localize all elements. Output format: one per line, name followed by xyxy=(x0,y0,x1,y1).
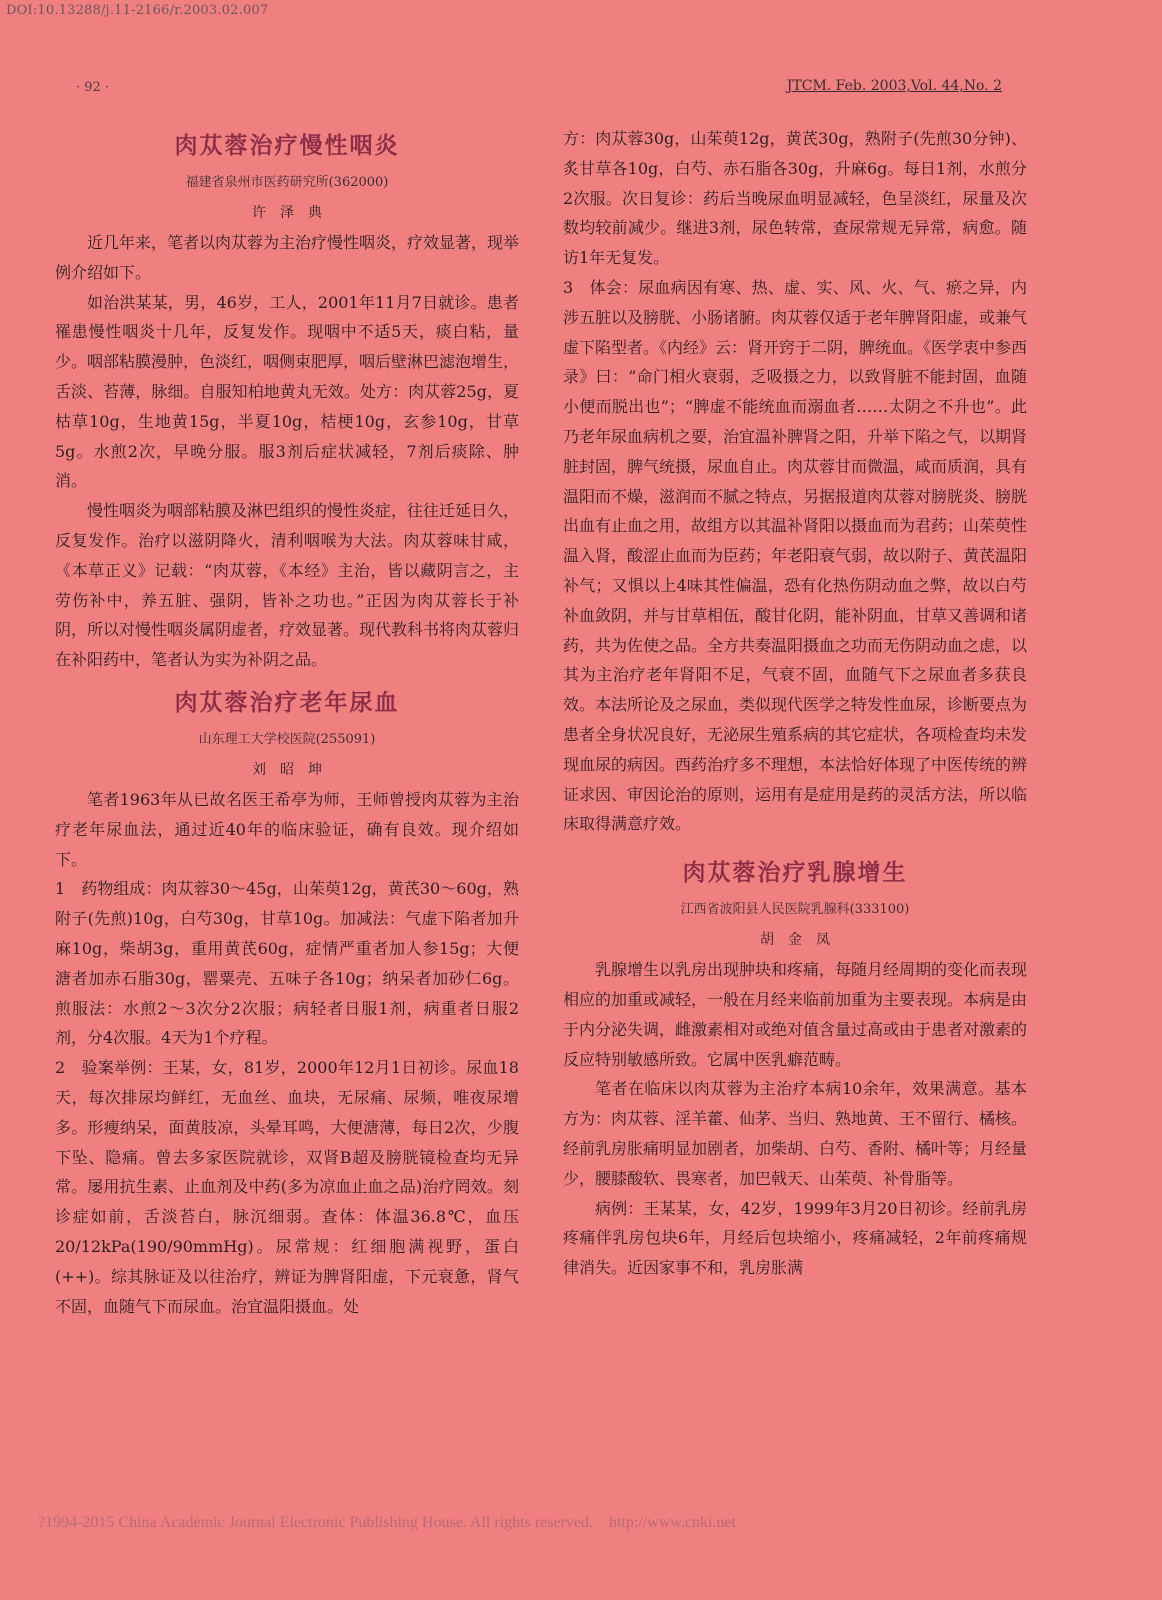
left-column xyxy=(55,124,519,1321)
article3-paragraph: 乳腺增生以乳房出现肿块和疼痛，每随月经周期的变化而表现相应的加重或减轻，一般在月经来临前加重为主要表现。本病是由于内分泌失调，雌激素相对或绝对值含量过高或由于患者对激素的反应特别敏感所致。它属中医乳癖范畴。 xyxy=(563,960,1028,1069)
doi-line: DOI:10.13288/j.11-2166/r.2003.02.007 xyxy=(6,3,269,18)
article2-section-discussion: 3 体会：尿血病因有寒、热、虚、实、风、火、气、瘀之异，内涉五脏以及膀胱、小肠诸腑。肉苁蓉仅适于老年脾肾阳虚，或兼气虚下陷型者。《内经》云：肾开窍于二阴，脾统血。《医学衷中参西录》曰：“命门相火衰弱，乏吸摄之力，以致肾脏不能封固，血随小便而脱出也”；“脾虚不能统血而溺血者……太阴之不升也”。此乃老年尿血病机之要，治宜温补脾肾之阳，升举下陷之气，以期肾脏封固，脾气统摄，尿血自止。肉苁蓉甘而微温，咸而质润，具有温阳而不燥，滋润而不腻之特点，另据报道肉苁蓉对膀胱炎、膀胱出血有止血之用，故组方以其温补肾阳以摄血而为君药；山茱萸性温入肾，酸涩止血而为臣药；年老阳衰气弱，故以附子、黄芪温阳补气；又惧以上4味其性偏温，恐有化热伤阴动血之弊，故以白芍补血敛阴，并与甘草相伍，酸甘化阴，能补阴血，甘草又善调和诸药，共为佐使之品。全方共奏温阳摄血之功而无伤阴动血之虑，以其为主治疗老年肾阳不足，气衰不固，血随气下之尿血者多获良效。本法所论及之尿血，类似现代医学之特发性血尿，诊断要点为患者全身状况良好，无泌尿生殖系病的其它症状，各项检查均未发现血尿的病因。西药治疗多不理想，本法恰好体现了中医传统的辨证求因、审因论治的原则，运用有是症用是药的灵活方法，所以临床取得满意疗效。 xyxy=(563,277,1028,834)
article1-affiliation: 福建省泉州市医药研究所(362000) xyxy=(185,175,389,190)
article3-author: 胡金凤 xyxy=(760,932,844,949)
article3-paragraph: 笔者在临床以肉苁蓉为主治疗本病10余年，效果满意。基本方为：肉苁蓉、淫羊藿、仙茅、当归、熟地黄、王不留行、橘核。经前乳房胀痛明显加剧者，加柴胡、白芍、香附、橘叶等；月经量少，腰膝酸软、畏寒者，加巴戟天、山茱萸、补骨脂等。 xyxy=(563,1079,1028,1188)
article3-affiliation: 江西省波阳县人民医院乳腺科(333100) xyxy=(680,902,910,918)
article2-author: 刘昭坤 xyxy=(252,761,336,778)
article2-title: 肉苁蓉治疗老年尿血 xyxy=(174,689,400,716)
article2-paragraph: 笔者1963年从已故名医王希亭为师，王师曾授肉苁蓉为主治疗老年尿血法，通过近40年的临床验证，确有良效。现介绍如下。 xyxy=(55,789,519,869)
article3-title: 肉苁蓉治疗乳腺增生 xyxy=(682,860,908,887)
article2-affiliation: 山东理工大学校医院(255091) xyxy=(198,731,376,747)
copyright-footer: ?1994-2015 China Academic Journal Electronic Publishing House. All rights reserved. http://www.cnki.net xyxy=(38,1514,736,1531)
page-number: · 92 · xyxy=(76,80,110,95)
article1-author: 许泽典 xyxy=(252,205,336,221)
article1-title: 肉苁蓉治疗慢性咽炎 xyxy=(174,133,400,159)
journal-citation: JTCM. Feb. 2003,Vol. 44,No. 2 xyxy=(786,78,1002,94)
article2-section-case: 2 验案举例：王某，女，81岁，2000年12月1日初诊。尿血18天，每次排尿均鲜红，无血丝、血块，无尿痛、尿频，唯夜尿增多。形瘦纳呆，面黄肢凉，头晕耳鸣，大便溏薄，每日2次，少腹下坠、隐痛。曾去多家医院就诊，双肾B超及膀胱镜检查均无异常。屡用抗生素、止血剂及中药(多为凉血止血之品)治疗罔效。刻诊症如前，舌淡苔白，脉沉细弱。查体：体温36.8℃，血压20/12kPa(190/90mmHg)。尿常规：红细胞满视野，蛋白(++)。综其脉证及以往治疗，辨证为脾肾阳虚，下元衰惫，肾气不固，血随气下而尿血。治宜温阳摄血。处 xyxy=(55,1058,519,1316)
article1-paragraph: 如治洪某某，男，46岁，工人，2001年11月7日就诊。患者罹患慢性咽炎十几年，反复发作。现咽中不适5天，痰白粘，量少。咽部粘膜漫肿，色淡红，咽侧束肥厚，咽后壁淋巴滤泡增生，舌淡、苔薄，脉细。自服知柏地黄丸无效。处方：肉苁蓉25g，夏枯草10g，生地黄15g，半夏10g，桔梗10g，玄参10g，甘草5g。水煎2次，早晚分服。服3剂后症状减轻，7剂后痰除、肿消。 xyxy=(55,292,520,491)
article1-paragraph: 近几年来，笔者以肉苁蓉为主治疗慢性咽炎，疗效显著，现举例介绍如下。 xyxy=(55,233,520,282)
article3-paragraph: 病例：王某某，女，42岁，1999年3月20日初诊。经前乳房疼痛伴乳房包块6年，月经后包块缩小，疼痛减轻，2年前疼痛规律消失。近因家事不和，乳房胀满 xyxy=(563,1198,1027,1278)
article2-section-composition: 1 药物组成：肉苁蓉30～45g，山茱萸12g，黄芪30～60g，熟附子(先煎)10g，白芍30g，甘草10g。加减法：气虚下陷者加升麻10g，柴胡3g，重用黄芪60g，症情严重者加人参15g；大便溏者加赤石脂30g，罂粟壳、五味子各10g；纳呆者加砂仁6g。煎服法：水煎2～3次分2次服；病轻者日服1剂，病重者日服2剂，分4次服。4天为1个疗程。 xyxy=(55,879,519,1048)
right-column xyxy=(563,124,1027,1283)
article1-paragraph: 慢性咽炎为咽部粘膜及淋巴组织的慢性炎症，往往迁延日久，反复发作。治疗以滋阴降火，清利咽喉为大法。肉苁蓉味甘咸，《本草正义》记载：“肉苁蓉，《本经》主治，皆以藏阴言之，主劳伤补中，养五脏、强阴，皆补之功也。”正因为肉苁蓉长于补阴，所以对慢性咽炎属阴虚者，疗效显著。现代教科书将肉苁蓉归在补阳药中，笔者认为实为补阴之品。 xyxy=(55,501,520,670)
article2-case-continued: 方：肉苁蓉30g，山茱萸12g，黄芪30g，熟附子(先煎30分钟)、炙甘草各10g，白芍、赤石脂各30g，升麻6g。每日1剂，水煎分2次服。次日复诊：药后当晚尿血明显减轻，色呈淡红，尿量及次数均较前减少。继进3剂，尿色转常，查尿常规无异常，病愈。随访1年无复发。 xyxy=(563,129,1027,268)
